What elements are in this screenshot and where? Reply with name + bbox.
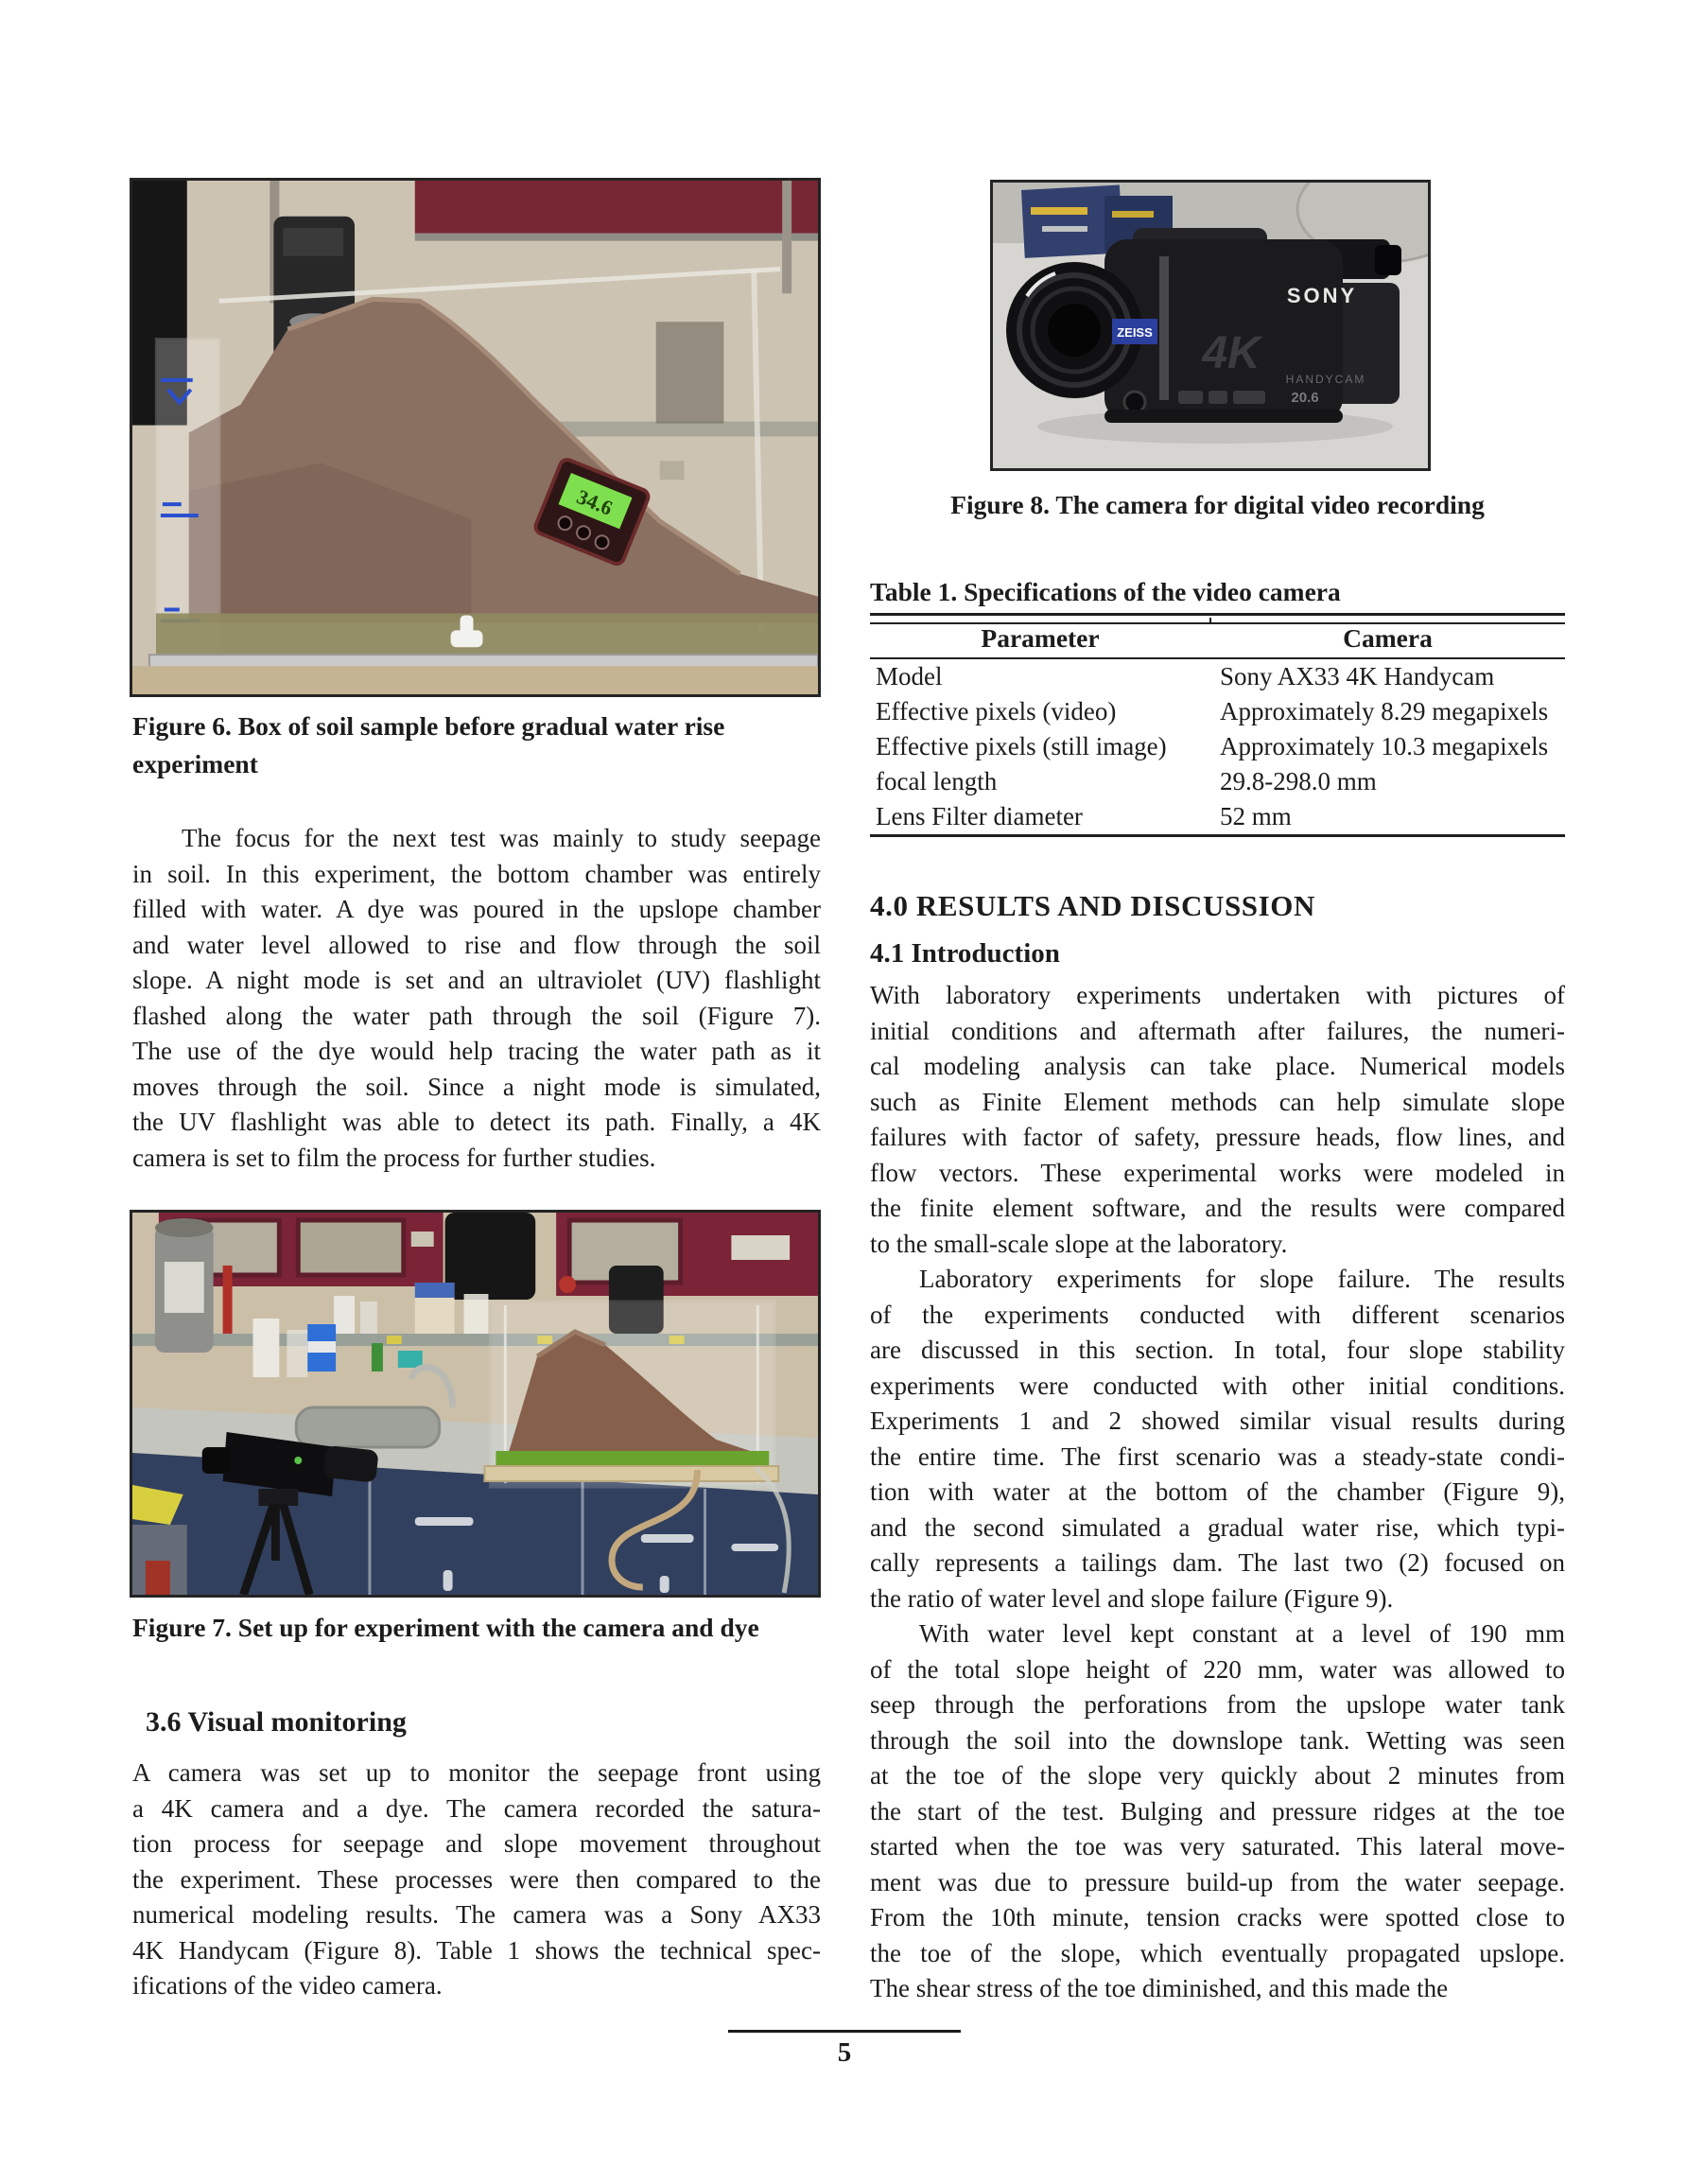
page-number: 5: [837, 2037, 852, 2068]
upper-cabinets-right: [556, 1213, 818, 1296]
lens-glass: [1048, 304, 1101, 357]
spec-badges: [1178, 391, 1265, 404]
green-layer: [496, 1451, 769, 1466]
table-top-thin-rule: [870, 622, 1565, 624]
table-header-camera: Camera: [1343, 623, 1433, 653]
sink: [296, 1407, 439, 1447]
fourk-mark: 4K: [1202, 328, 1261, 378]
paper-towel-dispenser: [445, 1213, 536, 1300]
figure7-photo: [130, 1210, 821, 1598]
left-paragraph-1: The focus for the next test was mainly to study seepage in soil. In this experiment, the bottom chamber was entirely filled with water. A dye was poured in the upslope chamber and water level allowed to rise and flow through the soil slope. A night mode is set and an ultraviolet (UV) flashlight flashed along the water path through the soil (Figure 7). The use of the dye would help tracing the water path as it moves through the soil. Since a night mode is simulated, the UV flashlight was able to detect its path. Finally, a 4K camera is set to film the process for further studies.: [132, 824, 821, 1172]
footer-rule: [728, 2030, 961, 2033]
wall-outlet: [660, 461, 685, 480]
sony-logo: SONY: [1286, 284, 1358, 307]
table-base: [132, 666, 818, 694]
table-column-tick: [1209, 618, 1211, 623]
red-bottle: [146, 1561, 170, 1595]
right-body: [870, 978, 1565, 2007]
zeiss-label: ZEISS: [1117, 325, 1153, 340]
red-dot: [559, 1276, 576, 1293]
water-layer: [156, 613, 818, 656]
section-4-0-heading: 4.0 RESULTS AND DISCUSSION: [870, 889, 1316, 922]
background-fixture: [656, 322, 724, 423]
level-reading: 34.6: [573, 484, 617, 520]
figure8-caption: Figure 8. The camera for digital video recording: [950, 490, 1485, 519]
figure6-caption: Figure 6. Box of soil sample before gradual water rise experiment: [132, 711, 725, 778]
acrylic-box: [484, 1302, 778, 1487]
table1-caption: Table 1. Specifications of the video camera: [870, 577, 1341, 606]
manual-dial: [1124, 392, 1145, 412]
right-paragraph-3: With water level kept constant at a level of 190 mm of the total slope height of 220 mm, water was allowed to seep through the perforations from the upslope water tank through the soil into the downslope tank. Wetting was seen at the toe of the slope very quickly about 2 minutes from the start of the test. Bulging and pressure ridges at the toe started when the toe was very saturated. This lateral move- ment was due to pressure build-up from the water seepage. From the 10th minute, tension cracks were spotted close to the toe of the slope, which eventually propagated upslope. The shear stress of the toe diminished, and this made the: [870, 1619, 1565, 2002]
megapixel-label: 20.6: [1291, 390, 1319, 406]
right-paragraph-1: With laboratory experiments undertaken with pictures of initial conditions and aftermath after failures, the numeri- cal modeling analysis can take place. Numerical models such as Finite Element methods can help simulate slope failures with factor of safety, pressure heads, flow lines, and flow vectors. These experimental works were modeled in the finite element software, and the results were compared to the small-scale slope at the laboratory.: [870, 981, 1565, 1258]
left-paragraph-2: A camera was set up to monitor the seepage front using a 4K camera and a dye. The camera recorded the satura- tion process for seepage and slope movement throughout the experiment. These processes were then compared to the numerical modeling results. The camera was a Sony AX33 4K Handycam (Figure 8). Table 1 shows the technical spec- ifications of the video camera.: [132, 1758, 821, 2000]
table-row: focal length 29.8-298.0 mm: [876, 767, 1377, 795]
handycam-label: HANDYCAM: [1285, 373, 1366, 386]
silver-rail: [149, 655, 818, 668]
lab-setup-illustration: [132, 1213, 818, 1595]
right-paragraph-2: Laboratory experiments for slope failure. The results of the experiments conducted with different scenarios are discussed in this section. In total, four slope stability experiments were conducted with other initial conditions. Experiments 1 and 2 showed similar visual results during the entire time. The first scenario was a steady-state condi- tion with water at the bottom of the chamber (Figure 9), and the second simulated a gradual water rise, which typi- cally represents a tailings dam. The last two (2) focused on the ratio of water level and slope failure (Figure 9).: [870, 1265, 1565, 1613]
table-row: Lens Filter diameter 52 mm: [876, 802, 1292, 830]
figure6-photo: [130, 178, 821, 697]
figure8-photo: [990, 180, 1431, 471]
section-3-6-heading: 3.6 Visual monitoring: [146, 1706, 407, 1738]
soil-box-illustration: [132, 181, 818, 694]
table-row: Effective pixels (video) Approximately 8.29 megapixels: [876, 697, 1549, 725]
table1: [870, 613, 1565, 837]
figure7-caption: Figure 7. Set up for experiment with the camera and dye: [132, 1613, 759, 1642]
table-header-parameter: Parameter: [981, 623, 1100, 653]
wood-base: [484, 1466, 778, 1481]
table-row: Model Sony AX33 4K Handycam: [876, 662, 1495, 690]
table-row: Effective pixels (still image) Approximately 10.3 megapixels: [876, 732, 1549, 760]
section-4-1-heading: 4.1 Introduction: [870, 938, 1060, 969]
maroon-band: [415, 181, 818, 234]
mixer-appliance: [155, 1218, 214, 1353]
measuring-column: [156, 339, 220, 653]
camera-illustration: [993, 183, 1428, 468]
